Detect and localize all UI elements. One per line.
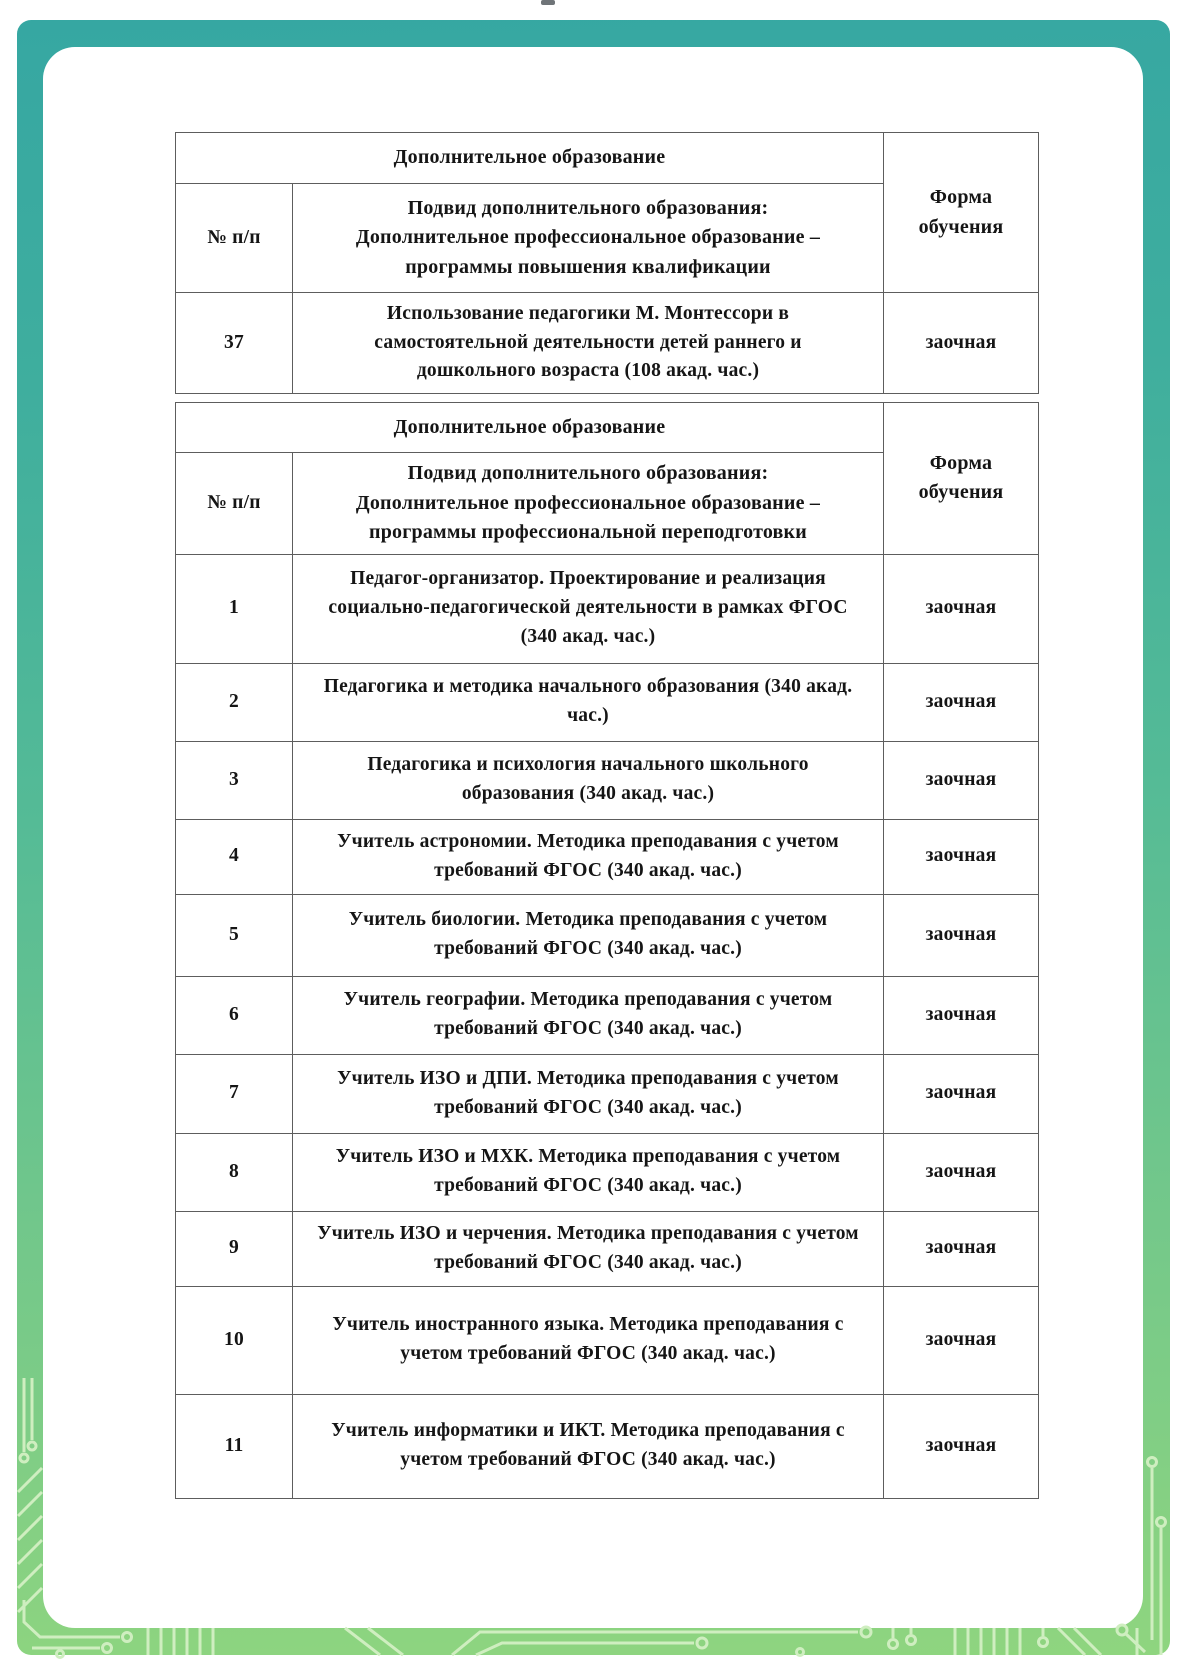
form-of-study-value: заочная [884,819,1039,894]
subtype-header-line: программы профессиональной переподготовки [368,521,808,544]
form-of-study-value: заочная [884,976,1039,1054]
form-of-study-value: заочная [884,1211,1039,1286]
program-name: Учитель иностранного языка. Методика преподавания с учетом требований ФГОС (340 акад. час.) [293,1286,884,1394]
form-of-study-value: заочная [884,741,1039,819]
table-title: Дополнительное образование [176,403,884,453]
row-number: 11 [176,1394,293,1498]
row-number: 4 [176,819,293,894]
subtype-header-line: Подвид дополнительного образования: [407,462,769,484]
form-of-study-value: заочная [884,894,1039,976]
table-row [176,663,1039,741]
row-number: 1 [176,554,293,663]
program-name: Учитель астрономии. Методика преподавания с учетом требований ФГОС (340 акад. час.) [293,819,884,894]
program-name: Учитель биологии. Методика преподавания с учетом требований ФГОС (340 акад. час.) [293,894,884,976]
form-of-study-value: заочная [884,1394,1039,1498]
scan-artifact [541,0,555,5]
program-name: Использование педагогики М. Монтессори в самостоятельной деятельности детей раннего и дошкольного возраста (108 акад. час.) [293,293,884,394]
table-row [176,741,1039,819]
table-row [176,1394,1039,1498]
row-number: 2 [176,663,293,741]
table-row [176,1054,1039,1133]
table-row [176,554,1039,663]
form-of-study-value: заочная [884,293,1039,394]
program-name: Учитель ИЗО и черчения. Методика преподавания с учетом требований ФГОС (340 акад. час.) [293,1211,884,1286]
row-number: 8 [176,1133,293,1211]
row-number: 9 [176,1211,293,1286]
table-row [176,1286,1039,1394]
form-of-study-header: Форма обучения [884,133,1039,293]
table-row [176,1133,1039,1211]
program-name: Педагогика и психология начального школьного образования (340 акад. час.) [293,741,884,819]
number-column-header: № п/п [176,453,293,555]
program-name: Педагогика и методика начального образования (340 акад. час.) [293,663,884,741]
subtype-column-header [293,184,884,293]
row-number: 7 [176,1054,293,1133]
subtype-header-line: Подвид дополнительного образования: [407,196,769,219]
subtype-header-line: программы повышения квалификации [405,255,771,278]
form-of-study-value: заочная [884,1286,1039,1394]
table-row [176,976,1039,1054]
table-row [176,293,1039,394]
program-name: Учитель информатики и ИКТ. Методика преподавания с учетом требований ФГОС (340 акад. час.) [293,1394,884,1498]
subtype-column-header [293,453,884,555]
row-number: 37 [176,293,293,394]
row-number: 3 [176,741,293,819]
row-number: 5 [176,894,293,976]
form-of-study-value: заочная [884,1054,1039,1133]
table-row [176,819,1039,894]
table-row [176,894,1039,976]
form-of-study-value: заочная [884,554,1039,663]
row-number: 10 [176,1286,293,1394]
program-name: Учитель ИЗО и ДПИ. Методика преподавания с учетом требований ФГОС (340 акад. час.) [293,1054,884,1133]
row-number: 6 [176,976,293,1054]
number-column-header: № п/п [176,184,293,293]
form-of-study-value: заочная [884,663,1039,741]
retraining-programs-table [175,402,1039,1499]
program-name: Учитель ИЗО и МХК. Методика преподавания с учетом требований ФГОС (340 акад. час.) [293,1133,884,1211]
form-of-study-value: заочная [884,1133,1039,1211]
subtype-header-line: Дополнительное профессиональное образование – [355,491,821,514]
program-name: Учитель географии. Методика преподавания с учетом требований ФГОС (340 акад. час.) [293,976,884,1054]
table-row [176,1211,1039,1286]
subtype-header-line: Дополнительное профессиональное образование – [355,226,821,249]
table-title: Дополнительное образование [176,133,884,184]
program-name: Педагог-организатор. Проектирование и реализация социально-педагогической деятельности в рамках ФГОС (340 акад. час.) [293,554,884,663]
form-of-study-header: Форма обучения [884,403,1039,555]
qualification-programs-table [175,132,1039,394]
